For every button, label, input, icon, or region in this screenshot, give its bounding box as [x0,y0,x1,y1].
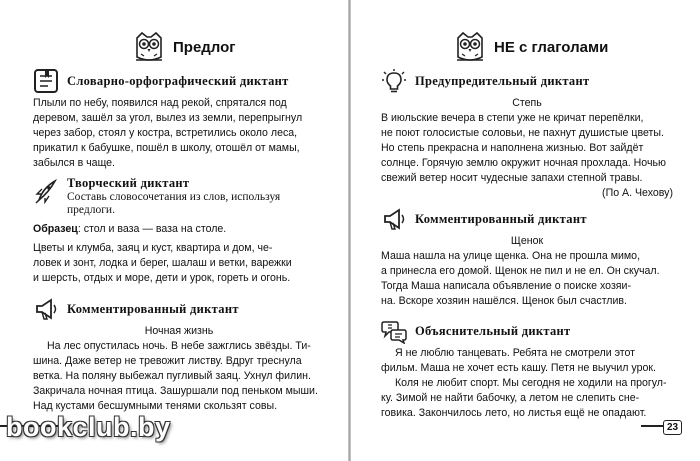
text-line: говика. Закончилось лето, но листья ещё не опадают. [381,407,647,419]
section-title: Комментированный диктант [415,211,587,226]
section-header-commented [381,206,587,232]
left-page-heading [133,30,236,64]
section-header-explanatory [381,318,570,344]
rocket-icon [33,178,59,204]
right-page-heading [454,30,608,64]
text-line: деревом, зашёл за угол, вылез из земли, перепрыгнул [33,112,303,124]
section-title: Объяснительный диктант [415,323,571,338]
text-subtitle: Ночная жизнь [144,325,214,337]
section-title: Предупредительный диктант [415,73,590,88]
explanatory-text [381,346,673,421]
text-line: свежий ветер носит чудесные запахи степной травы. [381,172,643,184]
megaphone-icon [33,296,59,322]
text-line: через забор, стоял у костра, встретились около леса, [33,127,298,139]
text-line: Тогда Маша написала объявление о поиске хозяи- [381,280,631,292]
owl-icon [454,30,486,64]
text-line: прикатил к бабушке, пошёл в школу, отошёл от мамы, [33,142,300,154]
section-header-commented [33,296,239,322]
owl-icon [133,30,165,64]
text-line: фильм. Маша не хочет есть кашу. Петя не выучил урок. [381,362,656,374]
right-page [351,0,700,461]
text-line: не поют голосистые соловьи, не пахнут душистые цветы. [381,127,664,139]
text-line: ветка. На поляну выбежал пугливый заяц. Ухнул филин. [33,370,311,382]
text-line: Плыли по небу, появился над рекой, спрятался под [33,97,287,109]
commented-text [33,324,325,414]
speech-bubbles-icon [381,318,407,344]
text-line: на. Вскоре хозяин нашёлся. Щенок был счастлив. [381,295,627,307]
lightbulb-icon [381,68,407,94]
page-number: 23 [663,420,682,435]
section-title: Творческий диктант [67,176,190,190]
text-line: а принесла его домой. Щенок не пил и не ел. Он скучал. [381,265,660,277]
text-line: солнце. Горячую землю окружит ночная прохлада. Ночью [381,157,666,169]
section-task: Составь словосочетания из слов, используя предлоги. [67,191,281,216]
text-line: ловек и зонт, лодка и берег, шалаш и ветки, варежки [33,257,292,269]
text-line: Коля не любит спорт. Мы сегодня не ходили на прогул- [395,377,667,389]
text-line: Над кустами бесшумными тенями скользят совы. [33,400,278,412]
section-heading-title: НЕ с глаголами [494,38,609,56]
text-line: Закричала ночная птица. Зашуршали под пеньком мыши. [33,385,318,397]
left-page [0,0,349,461]
dictation-text [33,96,325,171]
text-line: Маша нашла на улице щенка. Она не прошла мимо, [381,250,641,262]
text-line: Я не люблю танцевать. Ребята не смотрели этот [395,347,635,359]
text-source: (По А. Чехову) [602,187,673,199]
text-line: На лес опустилась ночь. В небе зажглись звёзды. Ти- [47,340,311,352]
sample-label: Образец [33,223,78,235]
watermark: bookclub.by [6,412,171,442]
section-header-warning [381,68,589,94]
text-line: забылся в чаще. [33,157,116,169]
text-line: В июльские вечера в степи уже не кричат перепёлки, [381,112,644,124]
megaphone-icon [381,206,407,232]
text-line: ку. Зимой не найти бабочку, а летом не слепить сне- [381,392,640,404]
section-header-orthographic [33,68,289,94]
text-line: Но степь прекрасна и наполнена жизнью. Вот зайдёт [381,142,644,154]
commented-text [381,234,673,309]
footer-bar [641,425,663,427]
section-header-creative [33,176,319,217]
section-title: Комментированный диктант [67,301,239,316]
warning-text [381,96,673,201]
text-subtitle: Степь [512,97,542,109]
text-subtitle: Щенок [510,235,544,247]
text-line: шина. Даже ветер не тревожит листву. Вдруг треснула [33,355,302,367]
section-heading-title: Предлог [173,38,236,56]
text-line: и шерсть, отдых и море, дети и урок, гореть и огонь. [33,272,291,284]
sample-text: : стол и ваза — ваза на столе. [77,223,227,235]
section-title: Словарно-орфографический диктант [67,73,289,88]
creative-text [33,222,325,286]
sample-line [33,222,325,237]
text-line: Цветы и клумба, заяц и куст, квартира и дом, че- [33,242,273,254]
notebook-icon [33,68,59,94]
